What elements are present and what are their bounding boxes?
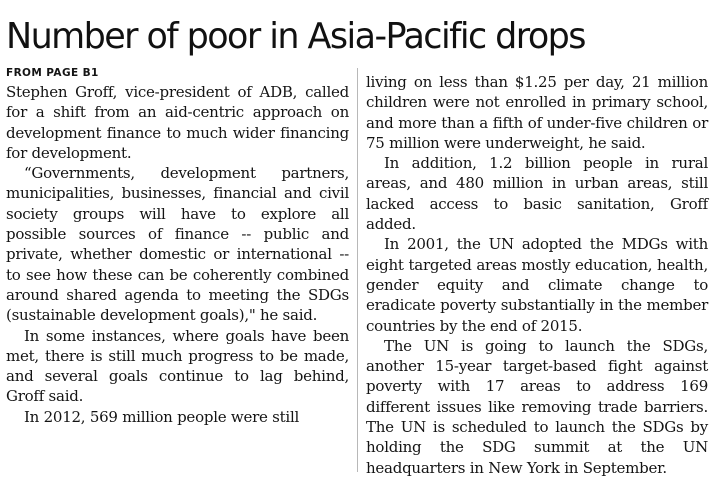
column-divider [357,68,358,472]
right-column [366,72,708,478]
paragraph-left-1: Stephen Groff, vice-president of ADB, called for a shift from an aid-centric approach on development finance to much wider financing for development. [6,83,349,162]
paragraph-right-1: living on less than $1.25 per day, 21 million children were not enrolled in primary school, and more than a fifth of under-five children or 75 million were underweight, he said. [366,73,708,152]
paragraph-left-3: In some instances, where goals have been met, there is still much progress to be made, and several goals continue to lag behind, Groff said. [6,326,349,406]
paragraph-left-4: In 2012, 569 million people were still [24,407,300,426]
paragraph-right-4: The UN is going to launch the SDGs, another 15-year target-based fight against poverty with 17 areas to address 169 different issues like removing trade barriers. The UN is scheduled to launch the SDGs by holding the SDG summit at the UN headquarters in New York in September. [366,336,708,477]
headline: Number of poor in Asia-Pacific drops [6,16,585,57]
paragraph-right-2: In addition, 1.2 billion people in rural areas, and 480 million in urban areas, still lacked access to basic sanitation, Groff added. [366,154,708,234]
source-tag: FROM PAGE B1 [6,67,99,79]
paragraph-right-3: In 2001, the UN adopted the MDGs with eight targeted areas mostly education, health, gender equity and climate change to eradicate poverty substantially in the member countries by the end of 2015. [366,235,708,335]
paragraph-left-2: “Governments, development partners, municipalities, businesses, financial and civil society groups will have to explore all possible sources of finance -- public and private, whether domestic or international -- to see how these can be coherently combined around shared agenda to meeting the SDGs (sustainable development goals)," he said. [6,164,349,325]
left-column [6,66,349,427]
